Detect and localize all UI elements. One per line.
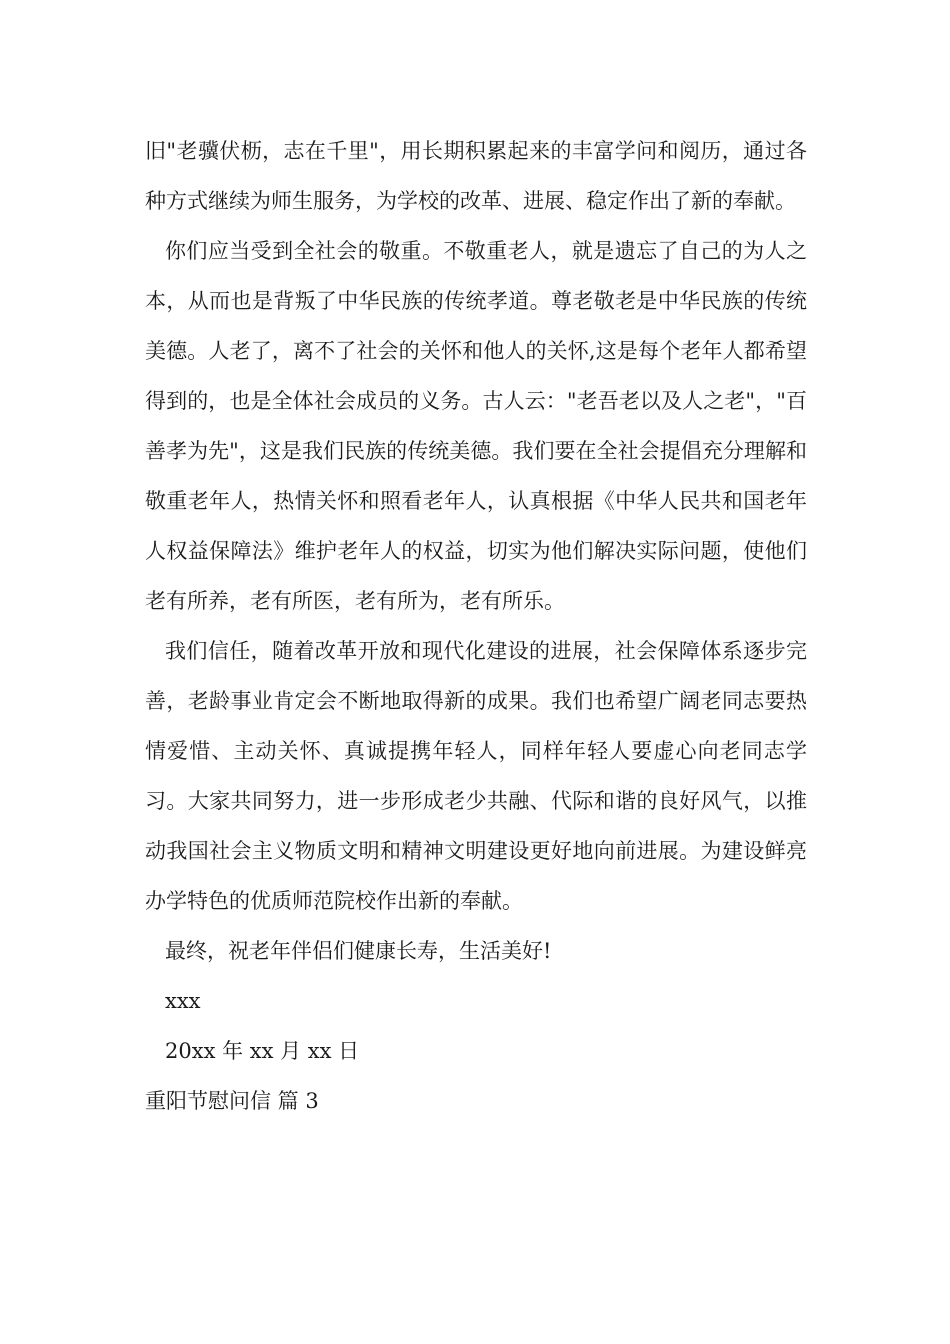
paragraph-continuation: 旧"老骥伏枥，志在千里"，用长期积累起来的丰富学问和阅历，通过各种方式继续为师生服务，为学校的改革、进展、稳定作出了新的奉献。 <box>145 139 807 213</box>
letter-date: 20xx 年 xx 月 xx 日 <box>165 1039 360 1063</box>
paragraph-social-progress: 我们信任，随着改革开放和现代化建设的进展，社会保障体系逐步完善，老龄事业肯定会不断地取得新的成果。我们也希望广阔老同志要热情爱惜、主动关怀、真诚提携年轻人，同样年轻人要虚心向老同志学习。大家共同努力，进一步形成老少共融、代际和谐的良好风气，以推动我国社会主义物质文明和精神文明建设更好地向前进展。为建设鲜亮办学特色的优质师范院校作出新的奉献。 <box>145 639 807 913</box>
signature: xxx <box>165 989 201 1013</box>
document-body <box>145 126 807 1126</box>
next-section-title: 重阳节慰问信 篇 3 <box>145 1089 319 1113</box>
closing-greeting: 最终，祝老年伴侣们健康长寿，生活美好! <box>165 939 552 963</box>
paragraph-respect-elders: 你们应当受到全社会的敬重。不敬重老人，就是遗忘了自己的为人之本，从而也是背叛了中华民族的传统孝道。尊老敬老是中华民族的传统美德。人老了，离不了社会的关怀和他人的关怀,这是每个老年人都希望得到的，也是全体社会成员的义务。古人云："老吾老以及人之老"，"百善孝为先"，这是我们民族的传统美德。我们要在全社会提倡充分理解和敬重老年人，热情关怀和照看老年人，认真根据《中华人民共和国老年人权益保障法》维护老年人的权益，切实为他们解决实际问题，使他们老有所养，老有所医，老有所为，老有所乐。 <box>145 239 807 613</box>
